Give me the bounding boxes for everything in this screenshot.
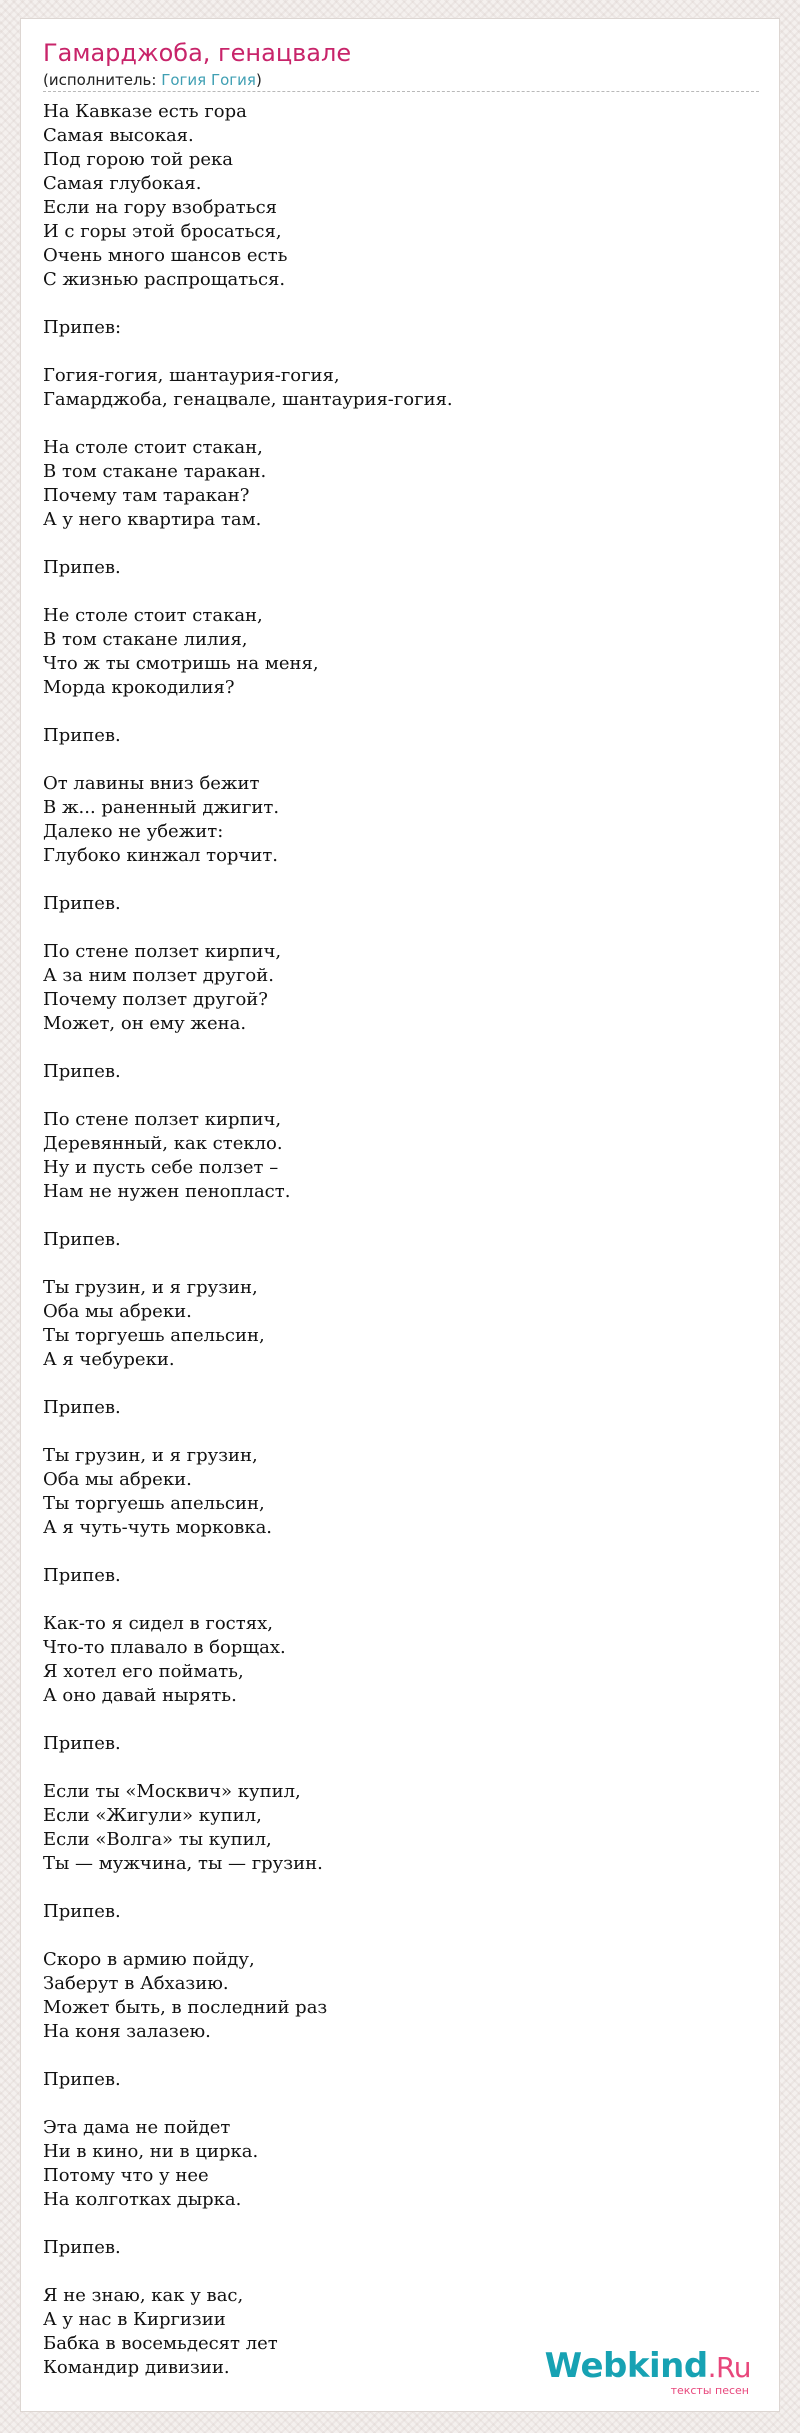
performer-line	[43, 71, 262, 89]
logo-domain: .Ru	[707, 2351, 751, 2384]
lyrics-text: На Кавказе есть гора Самая высокая. Под горою той река Самая глубокая. Если на гору взобраться И с горы этой бросаться, Очень много шансов есть С жизнью распрощаться. Припев: Гогия-гогия, шантаурия-гогия, Гамарджоба, генацвале, шантаурия-гогия. На столе стоит стакан, В том стакане таракан. Почему там таракан? А у него квартира там. Припев. Не столе стоит стакан, В том стакане лилия, Что ж ты смотришь на меня, Морда крокодилия? Припев. От лавины вниз бежит В ж... раненный джигит. Далеко не убежит: Глубоко кинжал торчит. Припев. По стене ползет кирпич, А за ним ползет другой. Почему ползет другой? Может, он ему жена. Припев. По стене ползет кирпич, Деревянный, как стекло. Ну и пусть себе ползет – Нам не нужен пенопласт. Припев. Ты грузин, и я грузин, Оба мы абреки. Ты торгуешь апельсин, А я чебуреки. Припев. Ты грузин, и я грузин, Оба мы абреки. Ты торгуешь апельсин, А я чуть-чуть морковка. Припев. Как-то я сидел в гостях, Что-то плавало в борщах. Я хотел его поймать, А оно давай нырять. Припев. Если ты «Москвич» купил, Если «Жигули» купил, Если «Волга» ты купил, Ты — мужчина, ты — грузин. Припев. Скоро в армию пойду, Заберут в Абхазию. Может быть, в последний раз На коня залазею. Припев. Эта дама не пойдет Ни в кино, ни в цирка. Потому что у нее На колготках дырка. Припев. Я не знаю, как у вас, А у нас в Киргизии Бабка в восемьдесят лет Командир дивизии.	[43, 101, 453, 2378]
performer-label: (исполнитель:	[43, 71, 162, 89]
song-title: Гамарджоба, генацвале	[43, 39, 352, 67]
performer-close: )	[255, 71, 262, 89]
logo-name: Webkind	[544, 2346, 708, 2386]
title-divider	[43, 91, 759, 92]
logo-tagline: тексты песен	[670, 2384, 749, 2397]
performer-link[interactable]: Гогия Гогия	[161, 71, 256, 89]
logo-wordmark	[544, 2346, 751, 2386]
webkind-logo[interactable]	[544, 2346, 751, 2397]
lyrics-card	[20, 18, 780, 2412]
